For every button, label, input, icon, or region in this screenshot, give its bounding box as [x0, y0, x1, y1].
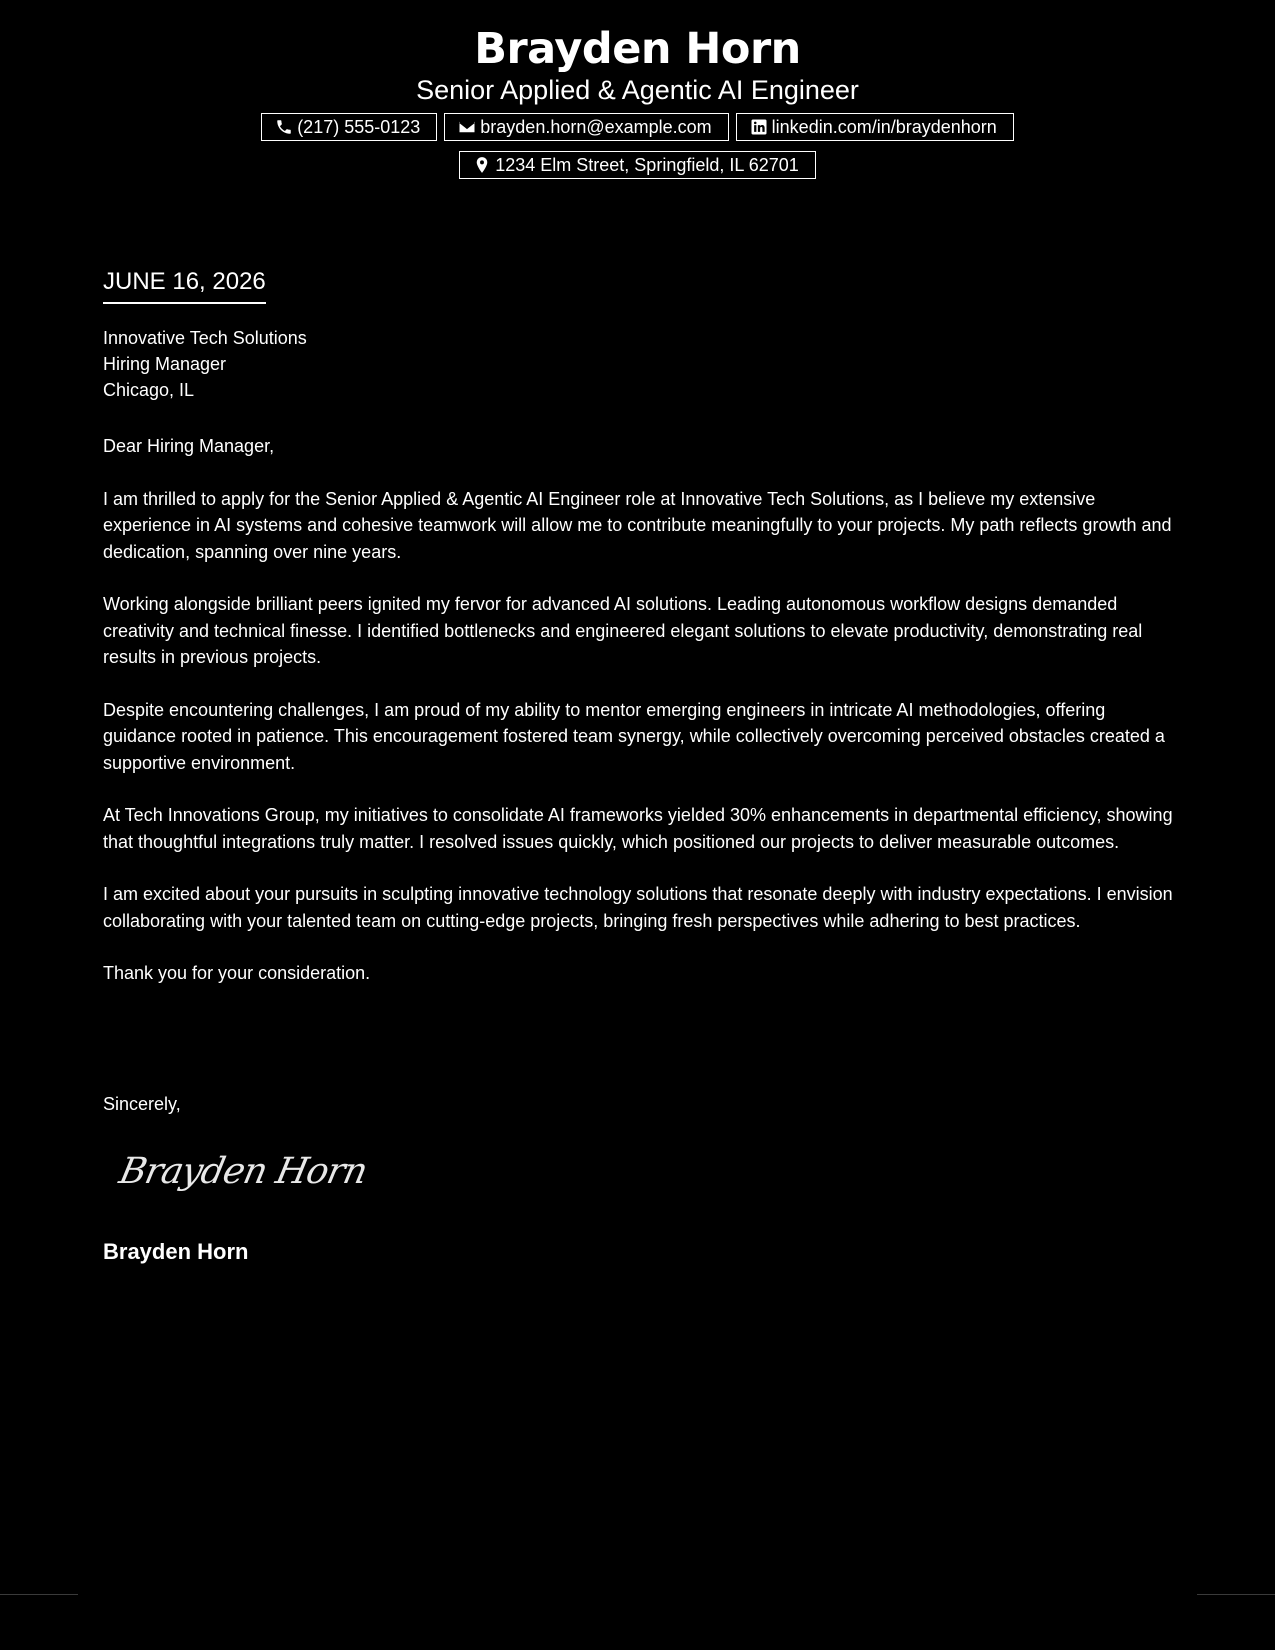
body-paragraph: Working alongside brilliant peers ignited my fervor for advanced AI solutions. Leading autonomous workflow designs demanded creativity and technical finesse. I identified bottlenecks and engineered elegant solutions to elevate productivity, demonstrating real results in previous projects. [103, 594, 1143, 667]
body-paragraph: I am thrilled to apply for the Senior Applied & Agentic AI Engineer role at Innovative Tech Solutions, as I believe my extensive experience in AI systems and cohesive teamwork will allow me to contribute meaningfully to your projects. My path reflects growth and dedication, spanning over nine years. [103, 488, 1172, 562]
contact-row [0, 113, 1275, 141]
body-paragraph: Despite encountering challenges, I am proud of my ability to mentor emerging engineers in intricate AI methodologies, offering guidance rooted in patience. This encouragement fostered team synergy, while collectively overcoming perceived obstacles created a supportive environment. [103, 699, 1165, 773]
phone-icon [275, 118, 293, 136]
address-text: 1234 Elm Street, Springfield, IL 62701 [495, 155, 799, 175]
body-paragraph: I am excited about your pursuits in sculpting innovative technology solutions that resonate deeply with industry expectations. I envision collaborating with your talented team on cutting-edge projects, bringing fresh perspectives while adhering to best practices. [103, 884, 1173, 931]
footer-divider-right [1197, 1594, 1275, 1595]
linkedin-text: linkedin.com/in/braydenhorn [771, 117, 997, 137]
closing-line: Sincerely, [103, 1094, 181, 1114]
phone-text: (217) 555-0123 [297, 117, 421, 137]
email-contact[interactable] [444, 113, 728, 141]
linkedin-icon [750, 118, 768, 136]
handwritten-signature: Brayden Horn [115, 1151, 371, 1192]
map-pin-icon [473, 156, 491, 174]
body-paragraph: At Tech Innovations Group, my initiatives to consolidate AI frameworks yielded 30% enhancements in departmental efficiency, showing that thoughtful integrations truly matter. I resolved issues quickly, which positioned our projects to deliver measurable outcomes. [103, 805, 1173, 852]
address-row [0, 151, 1275, 179]
address-contact [459, 151, 816, 179]
email-text: brayden.horn@example.com [480, 117, 712, 137]
salutation: Dear Hiring Manager, [103, 436, 275, 456]
recipient-location: Chicago, IL [103, 380, 195, 400]
recipient-company: Innovative Tech Solutions [103, 328, 307, 348]
letter-body [103, 433, 1178, 1013]
signer-name: Brayden Horn [103, 1239, 249, 1264]
applicant-role: Senior Applied & Agentic AI Engineer [416, 75, 859, 105]
letter-date: JUNE 16, 2026 [103, 266, 266, 304]
linkedin-contact[interactable] [736, 113, 1014, 141]
thank-you-line: Thank you for your consideration. [103, 963, 371, 983]
envelope-icon [458, 118, 476, 136]
phone-contact[interactable] [261, 113, 437, 141]
recipient-block [103, 325, 307, 403]
recipient-title: Hiring Manager [103, 354, 227, 374]
applicant-name: Brayden Horn [474, 24, 801, 74]
footer-divider-left [0, 1594, 78, 1595]
